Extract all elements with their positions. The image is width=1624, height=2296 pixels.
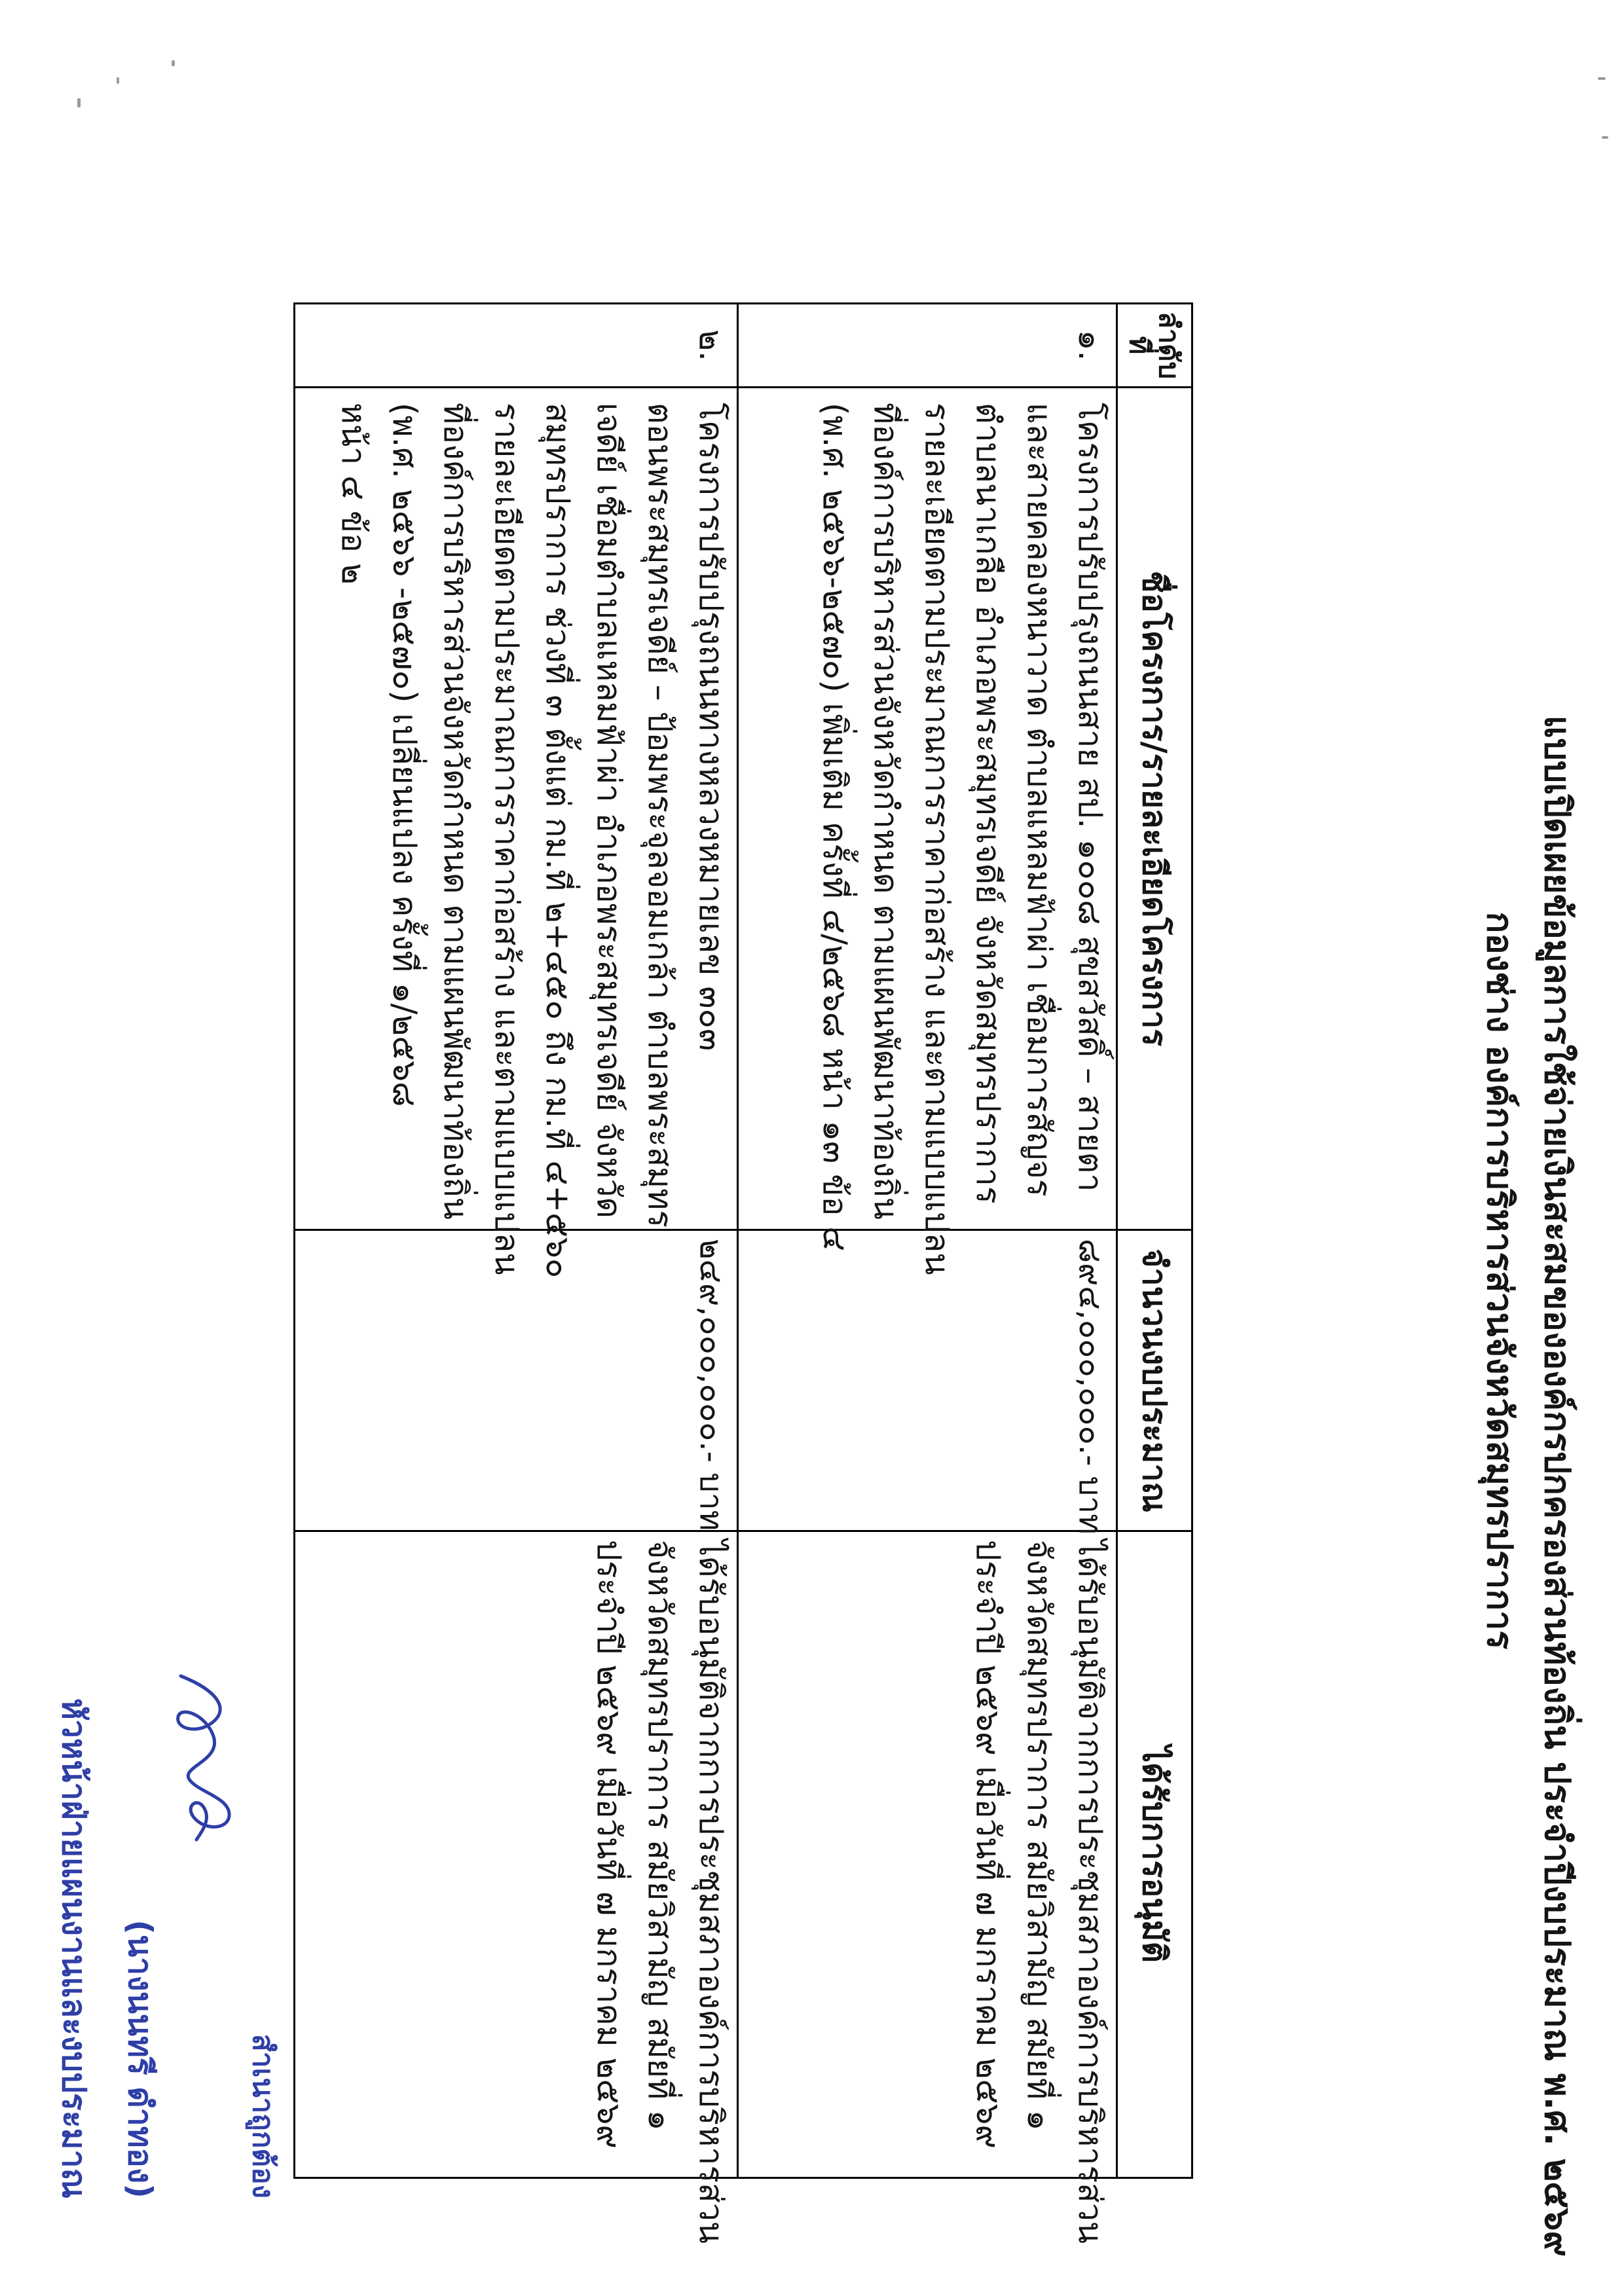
project-line: (พ.ศ. ๒๕๖๖ -๒๕๗๐) เปลี่ยนแปลง ครั้งที่ ๑/๒๕๖๘: [386, 403, 424, 1107]
project-line: (พ.ศ. ๒๕๖๖-๒๕๗๐) เพิ่มเติม ครั้งที่ ๔/๒๕๖๘ หน้า ๑๓ ข้อ ๔: [816, 403, 854, 1252]
budget-cell: [738, 1230, 1117, 1535]
approval-line: ประจำปี ๒๕๖๙ เมื่อวันที่ ๗ มกราคม ๒๕๖๙: [969, 1540, 1007, 2149]
signatory-name: (นางนนทรี ดำทอง): [121, 1920, 159, 2198]
project-cell: [295, 388, 738, 1279]
budget-cell: [295, 1230, 738, 1531]
project-cell: [738, 388, 1117, 1275]
table-row: [295, 304, 738, 2178]
table-row: [738, 304, 1117, 2178]
approval-line: จังหวัดสมุทรปราการ สมัยวิสามัญ สมัยที่ ๑: [1020, 1540, 1058, 2131]
project-line: เจดีย์ เชื่อมตำบลแหลมฟ้าผ่า อำเภอพระสมุทรเจดีย์ จังหวัด: [590, 403, 628, 1218]
approval-cell: [295, 1531, 738, 2244]
header-sequence-line: ที่: [1124, 336, 1156, 355]
project-line: ตำบลนาเกลือ อำเภอพระสมุทรเจดีย์ จังหวัดสมุทรปราการ: [969, 403, 1007, 1204]
table-header-row: [1117, 304, 1192, 2178]
signatory-position: หัวหน้าฝ่ายแผนงานและงบประมาณ: [55, 1698, 93, 2198]
signature-stroke: [178, 1676, 229, 1840]
project-line: รายละเอียดตามประมาณการราคาก่อสร้าง และตามแบบแปลน: [918, 403, 956, 1275]
project-line: ตอนพระสมุทรเจดีย์ – ป้อมพระจุลจอมเกล้า ตำบลพระสมุทร: [641, 403, 679, 1228]
project-line: โครงการปรับปรุงถนนสาย สป. ๑๐๐๘ สุขสวัสดิ์ – สายตา: [1071, 403, 1109, 1192]
project-line: หน้า ๔ ข้อ ๒: [335, 403, 373, 585]
handwritten-signature-icon: [162, 1668, 244, 1845]
header-sequence: [1117, 304, 1192, 388]
approval-cell: [738, 1531, 1117, 2244]
row-number: ๑.: [1071, 329, 1109, 361]
project-line: และสายคลองหนาวาด ตำบลแหลมฟ้าผ่า เชื่อมการสัญจร: [1020, 403, 1058, 1197]
row-number-cell: [738, 304, 1117, 388]
project-line: รายละเอียดตามประมาณการราคาก่อสร้าง และตามแบบแปลน: [488, 403, 526, 1275]
document-subtitle: กองช่าง องค์การบริหารส่วนจังหวัดสมุทรปราการ: [1479, 911, 1521, 1650]
approval-line: ได้รับอนุมัติจากการประชุมสภาองค์การบริหารส่วน: [1071, 1540, 1109, 2244]
header-approval: ได้รับการอนุมัติ: [1117, 1531, 1192, 2178]
document-title: แบบเปิดเผยข้อมูลการใช้จ่ายเงินสะสมขององค์กรปกครองส่วนท้องถิ่น ประจำปีงบประมาณ พ.ศ. ๒๕๖๙: [1537, 715, 1578, 2257]
project-line: ที่องค์การบริหารส่วนจังหวัดกำหนด ตามแผนพัฒนาท้องถิ่น: [437, 403, 475, 1220]
row-number: ๒.: [692, 329, 730, 361]
project-line: สมุทรปราการ ช่วงที่ ๓ ตั้งแต่ กม.ที่ ๒+๔๕๐ ถึง กม.ที่ ๔+๕๖๐: [539, 403, 577, 1279]
budget-amount: ๘๙๔,๐๐๐,๐๐๐.- บาท: [1072, 1239, 1109, 1535]
certified-copy-label: สำเนาถูกต้อง: [246, 2033, 280, 2198]
header-project: ชื่อโครงการ/รายละเอียดโครงการ: [1117, 388, 1192, 1230]
approval-line: จังหวัดสมุทรปราการ สมัยวิสามัญ สมัยที่ ๑: [641, 1540, 679, 2131]
approval-line: ได้รับอนุมัติจากการประชุมสภาองค์การบริหารส่วน: [692, 1540, 730, 2244]
header-budget: จำนวนงบประมาณ: [1117, 1230, 1192, 1531]
approval-line: ประจำปี ๒๕๖๙ เมื่อวันที่ ๗ มกราคม ๒๕๖๙: [590, 1540, 628, 2149]
row-number-cell: [295, 304, 738, 388]
disclosure-table: [293, 302, 1193, 2244]
project-line: โครงการปรับปรุงถนนทางหลวงหมายเลข ๓๐๓: [692, 403, 730, 1051]
header-sequence-line: ลำดับ: [1153, 311, 1185, 380]
budget-amount: ๒๔๙,๐๐๐,๐๐๐.- บาท: [693, 1239, 729, 1531]
project-line: ที่องค์การบริหารส่วนจังหวัดกำหนด ตามแผนพัฒนาท้องถิ่น: [867, 403, 905, 1220]
